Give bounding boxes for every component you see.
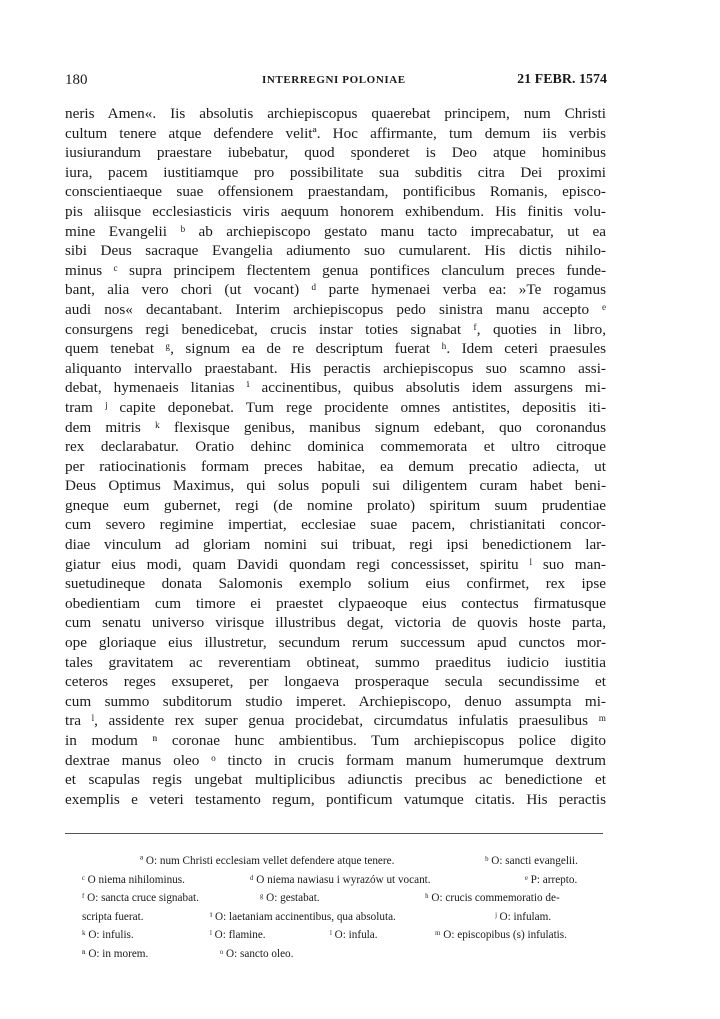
body-line: gneque eum gubernet, regi (de nomine prolato) spiritum suum prudentiae — [65, 496, 606, 514]
running-date: 21 FEBR. 1574 — [517, 72, 607, 87]
body-line: iura, pacem iustitiamque pro possibilitate sua subditis citra Dei proximi — [65, 163, 606, 181]
footnote-line — [80, 945, 606, 964]
footnote-line — [80, 926, 606, 945]
footnote-line — [80, 852, 606, 871]
body-line: diae vinculum ad gloriam nomini sui tribuat, regi ipsi benedictionem lar- — [65, 536, 606, 554]
body-line: conscientiaeque suae offensionem praestandam, pontificibus Romanis, episco- — [65, 183, 606, 201]
footnote-line — [80, 871, 606, 890]
body-line: bant, alia vero chori (ut vocant) ᵈ parte hymenaei verba ea: »Te rogamus — [65, 281, 606, 299]
footnote: ᵍ O: gestabat. — [260, 892, 320, 905]
footnote: ˡ O: flamine. — [210, 929, 266, 942]
body-line: debat, hymenaeis litanias ⁱ accinentibus, quibus absolutis idem assurgens mi- — [65, 379, 606, 397]
body-line: tales gravitatem ac reverentiam obtineat, summo praeditus iudicio iustitia — [65, 653, 606, 671]
running-head — [65, 72, 607, 92]
body-line: neris Amen«. Iis absolutis archiepiscopus quaerebat principem, num Christi — [65, 105, 606, 122]
body-line: sibi Deus sacraque Evangelia adiumento suo cumularent. His dictis nihilo- — [65, 242, 606, 260]
body-line: Deus Optimus Maximus, qui solus populi sui diligentem curam habet beni- — [65, 477, 606, 495]
footnote: ᵐ O: episcopibus (s) infulatis. — [435, 929, 567, 942]
body-line: giatur eius modi, quam Davidi quondam regi concessisset, spiritu ˡ suo man- — [65, 555, 606, 573]
footnote: ᵏ O: infulis. — [82, 929, 134, 942]
footnote: ᵉ P: arrepto. — [525, 873, 578, 886]
body-line: aliquanto intervallo praestabant. His peractis archiepiscopus suo scamno assi- — [65, 359, 606, 377]
footnote: scripta fuerat. — [82, 910, 144, 923]
body-line: consurgens regi benedicebat, crucis instar toties signabat ᶠ, quoties in libro, — [65, 320, 606, 338]
footnote: ʲ O: infulam. — [495, 910, 552, 923]
footnote: ᶜ O niema nihilominus. — [82, 873, 185, 886]
footnote-line — [80, 889, 606, 908]
running-title: INTERREGNI POLONIAE — [262, 74, 406, 86]
footnotes — [80, 852, 606, 964]
body-line: cum senatu universo virisque illustribus degat, victoria de quovis hoste parta, — [65, 614, 606, 632]
footnote: ⁿ O: in morem. — [82, 947, 149, 960]
body-line: exemplis e veteri testamento regum, pontificum vatumque citatis. His peractis — [65, 790, 606, 808]
body-line: minus ᶜ supra principem flectentem genua pontifices clanculum preces funde- — [65, 261, 606, 279]
body-line: ceteros reges exsuperet, per longaeva prosperaque secula secundissime et — [65, 673, 606, 691]
body-line: obedientiam cum timore ei praestet clypaeoque eius contectus firmatusque — [65, 594, 606, 612]
body-line: quem tenebat ᵍ, signum ea de re descriptum fuerat ʰ. Idem ceteri praesules — [65, 340, 606, 358]
footnote: ᵈ O niema nawiasu i wyrazów ut vocant. — [250, 873, 431, 886]
body-line: cum severo regimine impertiat, ecclesiae suae pacem, christianitati concor- — [65, 516, 606, 534]
body-line: in modum ⁿ coronae hunc ambientibus. Tum archiepiscopus police digito — [65, 732, 606, 749]
body-line: dem mitris ᵏ flexisque genibus, manibus signum edebant, quo coronandus — [65, 418, 606, 436]
footnote-rule — [65, 833, 603, 834]
footnote: ª O: num Christi ecclesiam vellet defendere atque tenere. — [140, 855, 395, 867]
page-number: 180 — [65, 72, 88, 88]
footnote: ʰ O: crucis commemoratio de- — [425, 892, 560, 905]
body-line: audi nos« decantabant. Interim archiepiscopus pedo sinistra manu accepto ᵉ — [65, 300, 606, 318]
body-line: rex declarabatur. Oratio dehinc dominica commemorata et ultro citroque — [65, 438, 606, 456]
footnote: ᶠ O: sancta cruce signabat. — [82, 892, 199, 905]
body-line: pis aliisque ecclesiasticis viris aequum honorem exhibendum. His finitis volu- — [65, 202, 606, 220]
body-line: cultum tenere atque defendere velitª. Hoc affirmante, tum demum iis verbis — [65, 124, 606, 142]
body-line: ope gloriaque eius illustretur, secundum rerum successum apud cunctos mor- — [65, 634, 606, 652]
body-line: cum summo subditorum studio imperet. Archiepiscopo, denuo assumpta mi- — [65, 692, 606, 710]
body-line: per ratiocinationis formam preces habitae, ea demum precatio adiecta, ut — [65, 457, 606, 475]
body-line: iusiurandum praestare iubebatur, quod sponderet is Deo atque hominibus — [65, 144, 606, 162]
body-line: suetudineque donata Salomonis exemplo solium eius confirmet, rex ipse — [65, 575, 606, 593]
body-text — [65, 104, 606, 809]
footnote: ᵒ O: sancto oleo. — [220, 947, 294, 960]
body-line: tram ʲ capite deponebat. Tum rege procidente omnes antistites, depositis iti- — [65, 398, 606, 416]
footnote: ⁱ O: laetaniam accinentibus, qua absoluta. — [210, 910, 396, 923]
footnote: ˡ O: infula. — [330, 929, 378, 942]
body-line: tra ˡ, assidente rex super genua procidebat, circumdatus infulatis praesulibus ᵐ — [65, 712, 606, 730]
body-line: et scapulas regis ungebat multiplicibus adiunctis precibus ac benedictione et — [65, 771, 606, 789]
body-line: dextrae manus oleo ᵒ tincto in crucis formam manum humerumque dextrum — [65, 751, 606, 769]
footnote: ᵇ O: sancti evangelii. — [485, 855, 578, 867]
body-line: mine Evangelii ᵇ ab archiepiscopo gestato manu tacto imprecabatur, ut ea — [65, 222, 606, 240]
footnote-line — [80, 908, 606, 927]
